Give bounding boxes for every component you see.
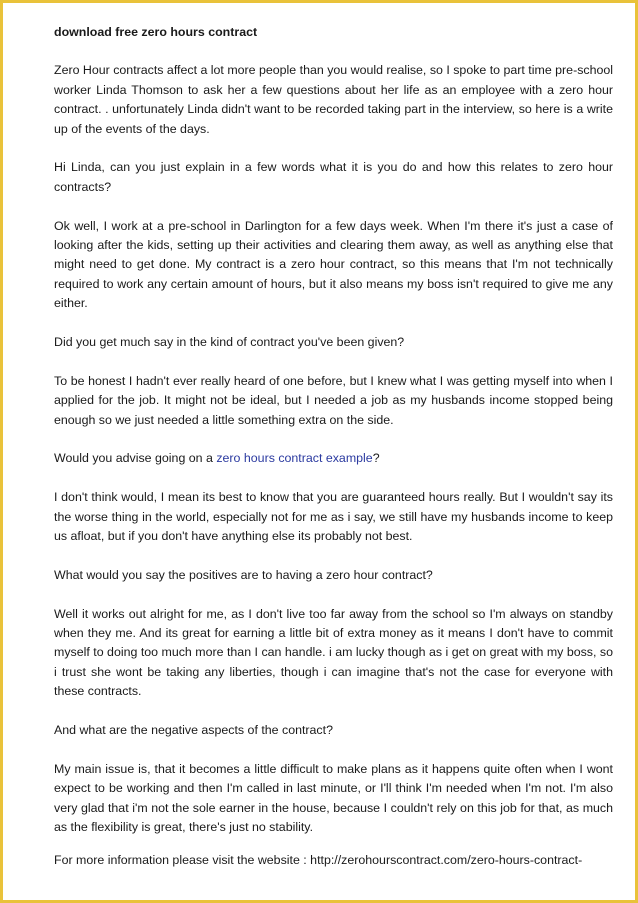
paragraph-question-4: What would you say the positives are to having a zero hour contract? — [54, 567, 433, 582]
paragraph-question-3 — [54, 449, 613, 468]
paragraph-question-5: And what are the negative aspects of the contract? — [54, 723, 333, 738]
paragraph-answer-2: To be honest I hadn't ever really heard of one before, but I knew what I was getting myself into when I applied for the job. It might not be ideal, but I needed a job as my husbands income stopped being enough so we just needed a little something extra on the side. — [54, 373, 613, 427]
zero-hours-contract-example-link[interactable]: zero hours contract example — [216, 451, 373, 466]
paragraph-answer-5: My main issue is, that it becomes a little difficult to make plans as it happens quite often when I wont expect to be working and then I'm called in last minute, or I'll think I'm needed when I'm not. I'm also very glad that i'm not the sole earner in the house, because I couldn't rely on this job for that, as much as the flexibility is great, there's just no stability. — [54, 761, 613, 835]
question-3-text-before: Would you advise going on a — [54, 451, 217, 466]
footer-website-note: For more information please visit the website : http://zerohourscontract.com/zero-hours-contract- — [54, 853, 583, 867]
question-3-text-after: ? — [372, 451, 380, 466]
paragraph-answer-1: Ok well, I work at a pre-school in Darlington for a few days week. When I'm there it's just a case of looking after the kids, setting up their activities and clearing them away, as well as anything else that might need to get done. My contract is a zero hour contract, so this means that I'm not technically required to work any certain amount of hours, but it also means my boss isn't required to give me any either. — [54, 218, 613, 311]
document-content — [54, 23, 613, 857]
paragraph-answer-3: I don't think would, I mean its best to know that you are guaranteed hours really. But I wouldn't say its the worse thing in the world, especially not for me as i say, we still have my husbands income to keep us afloat, but if you don't have anything else its probably not best. — [54, 490, 613, 544]
paragraph-question-2: Did you get much say in the kind of contract you've been given? — [54, 335, 405, 350]
paragraph-answer-4: Well it works out alright for me, as I don't live too far away from the school so I'm always on standby when they me. And its great for earning a little bit of extra money as it means I don't have to commit myself to doing too much more than I can handle. i am lucky though as i get on great with my boss, so i trust she wont be taking any liberties, though i can imagine that's not the case for everyone with these contracts. — [54, 606, 613, 699]
paragraph-question-1: Hi Linda, can you just explain in a few words what it is you do and how this relates to zero hour contracts? — [54, 160, 613, 194]
document-title: download free zero hours contract — [54, 25, 258, 39]
document-page — [3, 3, 635, 900]
paragraph-intro: Zero Hour contracts affect a lot more people than you would realise, so I spoke to part time pre-school worker Linda Thomson to ask her a few questions about her life as an employee with a zero hour contract. . unfortunately Linda didn't want to be recorded taking part in the interview, so here is a write up of the events of the days. — [54, 63, 614, 136]
